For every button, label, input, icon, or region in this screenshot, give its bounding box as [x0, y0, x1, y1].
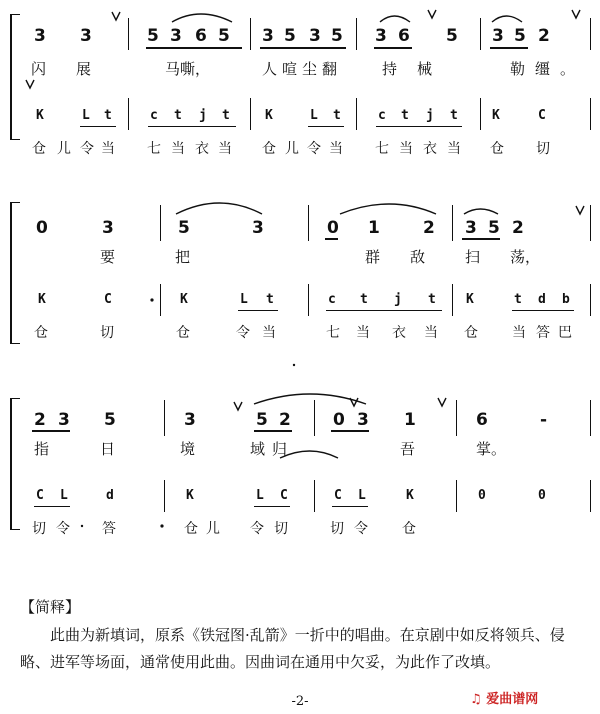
note: 2	[279, 410, 291, 430]
percussion-mark: t	[360, 292, 368, 307]
lyric: 闪	[31, 60, 47, 78]
note: 3	[80, 26, 92, 46]
percussion-syllable: 令	[80, 141, 94, 157]
breath-mark	[234, 402, 242, 410]
lyric: 展	[76, 60, 92, 78]
percussion-syllable: 儿	[285, 141, 299, 157]
lyric: 域	[250, 440, 266, 458]
lyric: 群	[365, 248, 381, 266]
note: 3	[375, 26, 387, 46]
percussion-syllable: 衣	[195, 141, 209, 157]
note: 5	[488, 218, 500, 238]
percussion-syllable: 切	[536, 141, 550, 157]
note: 6	[476, 410, 488, 430]
percussion-syllable: 仓	[402, 521, 416, 537]
percussion-syllable: 当	[329, 141, 343, 157]
percussion-syllable: 仓	[176, 325, 190, 341]
note: 6	[195, 26, 207, 46]
music-note-icon: ♫	[470, 692, 482, 707]
breath-mark	[26, 80, 34, 88]
percussion-mark: t	[174, 108, 182, 123]
slur-mark	[254, 394, 366, 404]
percussion-syllable: 当	[399, 141, 413, 157]
breath-mark	[438, 398, 446, 406]
note: 0	[36, 218, 48, 238]
percussion-mark: K	[38, 292, 46, 307]
percussion-syllable: 令	[307, 141, 321, 157]
lyric: 勒缰。	[510, 60, 586, 78]
lyric: 要	[100, 248, 116, 266]
percussion-syllable: 令	[250, 521, 264, 537]
lyric: 掌。	[476, 440, 507, 458]
percussion-syllable: 仓	[464, 325, 478, 341]
percussion-mark: t	[266, 292, 274, 307]
breath-mark	[572, 10, 580, 18]
percussion-syllable: 仓	[262, 141, 276, 157]
percussion-mark: d	[106, 488, 114, 503]
percussion-syllable: 当	[171, 141, 185, 157]
note: 5	[147, 26, 159, 46]
percussion-mark: c	[378, 108, 386, 123]
percussion-mark: C	[334, 488, 342, 503]
percussion-mark: K	[36, 108, 44, 123]
lyric: 马嘶，	[165, 60, 211, 78]
percussion-mark: j	[394, 292, 402, 307]
lyric: 把	[175, 248, 191, 266]
percussion-syllable: 衣	[392, 325, 406, 341]
lyric: 吾	[400, 440, 416, 458]
percussion-syllable: 答	[102, 521, 116, 537]
staccato-dot	[160, 524, 163, 527]
breath-mark	[112, 12, 120, 20]
slur-mark	[340, 204, 436, 214]
slur-mark	[464, 209, 498, 214]
notes-body: 此曲为新填词，原系《铁冠图·乱箭》一折中的唱曲。在京剧中如反将领兵、侵略、进军等场面，通常使用此曲。因曲词在通用中欠妥，为此作了改填。	[20, 626, 565, 671]
percussion-mark: C	[104, 292, 112, 307]
percussion-mark: t	[514, 292, 522, 307]
note: 6	[398, 26, 410, 46]
breath-mark	[428, 10, 436, 18]
percussion-mark: L	[240, 292, 248, 307]
percussion-syllable: 令	[236, 325, 250, 341]
percussion-syllable: 仓	[490, 141, 504, 157]
percussion-syllable: 令	[56, 521, 70, 537]
percussion-syllable: 答	[536, 325, 550, 341]
note: 5	[331, 26, 343, 46]
note: 5	[514, 26, 526, 46]
breath-mark	[576, 206, 584, 214]
percussion-mark: c	[328, 292, 336, 307]
percussion-syllable: 儿	[206, 521, 220, 537]
percussion-mark: t	[428, 292, 436, 307]
percussion-syllable: 切	[100, 325, 114, 341]
percussion-mark: C	[280, 488, 288, 503]
percussion-mark: K	[492, 108, 500, 123]
percussion-mark: t	[222, 108, 230, 123]
percussion-syllable: 七	[147, 141, 161, 157]
note: 1	[404, 410, 416, 430]
lyric: 人喧尘翻	[262, 60, 343, 78]
percussion-syllable: 切	[32, 521, 46, 537]
page-number: -2-	[291, 694, 309, 709]
lyric: 荡，	[510, 248, 541, 266]
percussion-syllable: 当	[356, 325, 370, 341]
percussion-syllable: 当	[447, 141, 461, 157]
slur-mark	[176, 203, 262, 214]
percussion-mark: b	[562, 292, 570, 307]
staccato-dot	[293, 364, 295, 366]
lyric: 持械	[382, 60, 453, 78]
breath-mark	[350, 398, 358, 406]
percussion-syllable: 七	[375, 141, 389, 157]
note: 1	[368, 218, 380, 238]
percussion-mark: K	[406, 488, 414, 503]
slur-mark	[280, 451, 338, 458]
note: 3	[58, 410, 70, 430]
lyric: 扫	[465, 248, 481, 266]
note: 3	[252, 218, 264, 238]
percussion-mark: K	[180, 292, 188, 307]
percussion-mark: K	[186, 488, 194, 503]
watermark-logo	[470, 688, 538, 707]
percussion-syllable: 七	[326, 325, 340, 341]
note: 5	[104, 410, 116, 430]
percussion-mark: t	[450, 108, 458, 123]
percussion-syllable: 切	[274, 521, 288, 537]
percussion-mark: K	[265, 108, 273, 123]
percussion-syllable: 衣	[423, 141, 437, 157]
percussion-syllable: 仓	[34, 325, 48, 341]
note: 3	[309, 26, 321, 46]
percussion-mark: 0	[478, 488, 486, 503]
watermark-text: 爱曲谱网	[486, 692, 539, 707]
percussion-mark: d	[538, 292, 546, 307]
note: 3	[34, 26, 46, 46]
percussion-mark: L	[358, 488, 366, 503]
percussion-syllable: 巴	[558, 325, 572, 341]
note: 5	[284, 26, 296, 46]
percussion-mark: t	[333, 108, 341, 123]
percussion-syllable: 当	[101, 141, 115, 157]
staccato-dot	[150, 298, 153, 301]
note: 2	[423, 218, 435, 238]
note: 2	[512, 218, 524, 238]
note: 3	[170, 26, 182, 46]
percussion-syllable: 当	[218, 141, 232, 157]
percussion-syllable: 儿	[57, 141, 71, 157]
note: 3	[262, 26, 274, 46]
percussion-mark: L	[60, 488, 68, 503]
slur-mark	[172, 14, 232, 22]
percussion-syllable: 仓	[184, 521, 198, 537]
percussion-mark: t	[104, 108, 112, 123]
slur-mark	[492, 16, 522, 22]
note: 2	[538, 26, 550, 46]
percussion-mark: C	[36, 488, 44, 503]
percussion-mark: L	[82, 108, 90, 123]
note: 3	[465, 218, 477, 238]
note: 2	[34, 410, 46, 430]
percussion-mark: L	[310, 108, 318, 123]
lyric: 指	[34, 440, 50, 458]
note: 5	[256, 410, 268, 430]
percussion-syllable: 当	[262, 325, 276, 341]
note: 0	[327, 218, 339, 238]
notes-heading: 【简释】	[20, 598, 81, 616]
lyric: 日	[100, 440, 116, 458]
percussion-syllable: 切	[330, 521, 344, 537]
percussion-mark: j	[426, 108, 434, 123]
percussion-mark: j	[199, 108, 207, 123]
percussion-syllable: 仓	[32, 141, 46, 157]
percussion-mark: L	[256, 488, 264, 503]
lyric: 境	[180, 440, 196, 458]
note: 0	[333, 410, 345, 430]
note: 3	[492, 26, 504, 46]
lyric: 敌	[410, 248, 426, 266]
note: -	[540, 410, 548, 430]
note: 3	[184, 410, 196, 430]
note: 5	[446, 26, 458, 46]
note: 5	[218, 26, 230, 46]
slur-mark	[380, 16, 410, 22]
percussion-syllable: 当	[512, 325, 526, 341]
percussion-mark: 0	[538, 488, 546, 503]
percussion-mark: K	[466, 292, 474, 307]
note: 5	[178, 218, 190, 238]
percussion-mark: t	[401, 108, 409, 123]
note: 3	[102, 218, 114, 238]
percussion-mark: C	[538, 108, 546, 123]
percussion-syllable: 令	[354, 521, 368, 537]
percussion-mark: c	[150, 108, 158, 123]
lyric: 归	[272, 440, 288, 458]
percussion-syllable: 当	[424, 325, 438, 341]
staccato-dot	[81, 525, 83, 527]
note: 3	[357, 410, 369, 430]
